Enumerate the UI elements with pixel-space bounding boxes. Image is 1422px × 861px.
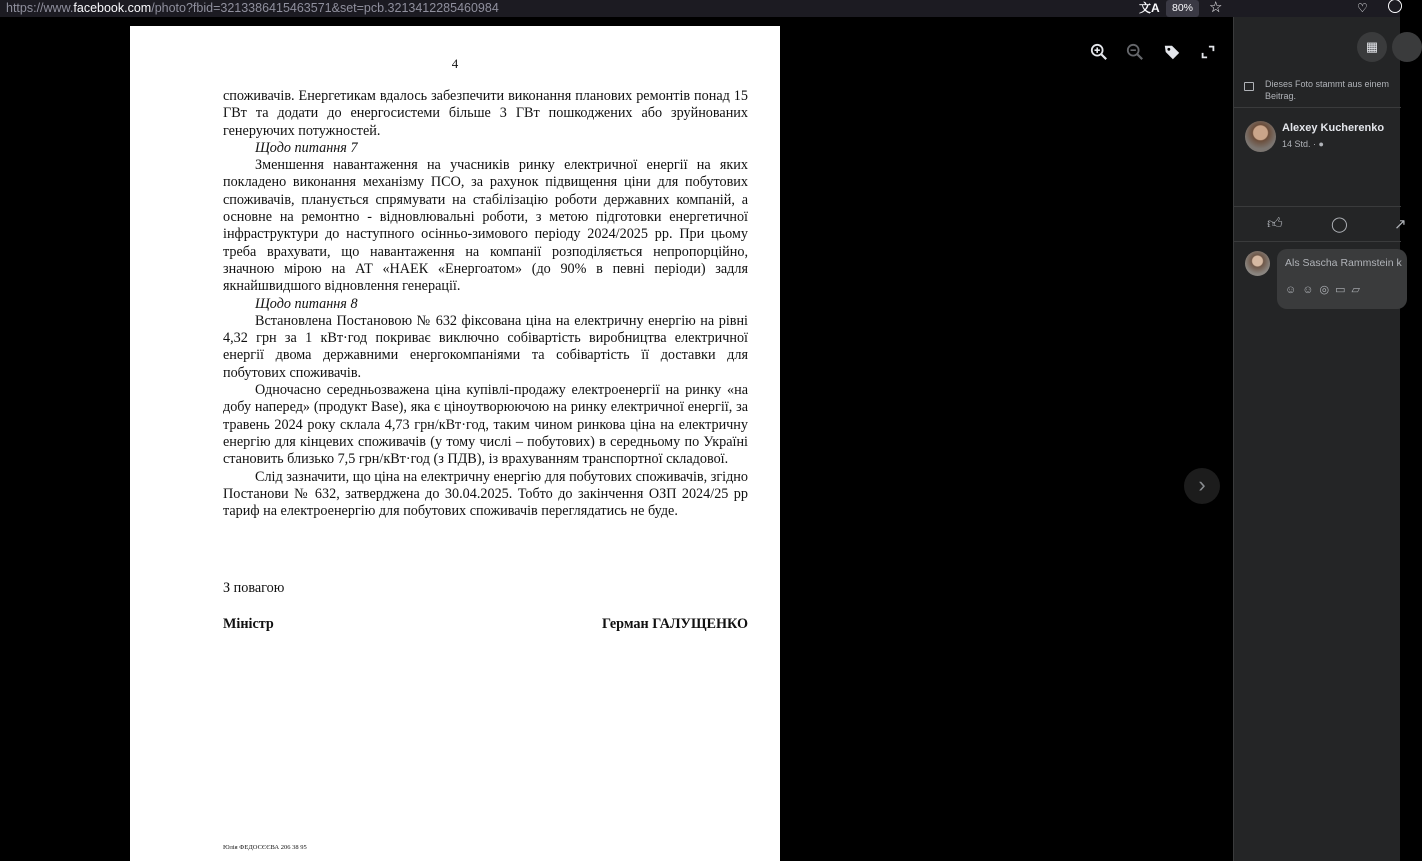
- menu-grid-icon[interactable]: ▦: [1357, 32, 1387, 62]
- comment-placeholder: Als Sascha Rammstein k: [1285, 257, 1402, 269]
- signer-name: Герман ГАЛУЩЕНКО: [601, 616, 748, 632]
- paragraph: Слід зазначити, що ціна на електричну енергію для побутових споживачів, згідно Постанови № 632, затверджена до 30.04.2025. Тобто до закінчення ОЗП 2024/25 рр тариф на електроенергію для побутових споживачів переглядатись не буде.: [223, 468, 748, 520]
- comment-tools: [1285, 283, 1366, 296]
- section-heading: Щодо питання 7: [255, 139, 358, 156]
- post-sidebar: [1233, 17, 1407, 861]
- post-time[interactable]: 14 Std. ·: [1282, 139, 1317, 149]
- author-avatar[interactable]: [1245, 121, 1276, 152]
- author-name[interactable]: Alexey Kucherenko: [1282, 122, 1385, 134]
- share-icon[interactable]: ↗: [1394, 216, 1407, 233]
- url-path: /photo?fbid=3213386415463571&set=pcb.3213412285460984: [151, 1, 499, 15]
- section-heading: Щодо питання 8: [255, 295, 358, 312]
- paragraph: Зменшення навантаження на учасників ринку електричної енергії на яких покладено виконання механізму ПСО, за рахунок підвищення ціни для побутових споживачів, планується спрямувати на стабілізацію роботи державних компаній, а основне на ремонтно - відновлювальні роботи, з метою підготовки енергетичної інфраструктури до наступного осінньо-зимового періоду 2024/2025 рр. При цьому треба врахувати, що навантаження на компанії розподіляється непропорційно, значною мірою на АТ «НАЕК «Енергоатом» (до 90% в певні періоди) задля якнайшвидшого відновлення генерації.: [223, 157, 748, 295]
- comment-icon[interactable]: ◯: [1331, 216, 1348, 233]
- document-footer: Юлія ФЕДОСЄЄВА 206 38 95: [223, 844, 307, 851]
- emoji-icon[interactable]: ☺: [1302, 284, 1320, 296]
- zoom-level-badge[interactable]: 80%: [1166, 0, 1199, 17]
- commenter-avatar: [1245, 251, 1270, 276]
- paragraph: Встановлена Постановою № 632 фіксована ціна на електричну енергію на рівні 4,32 грн за 1 кВт·год покриває виключно собівартість виробництва електричної енергії двома державними енергокомпаніями та собівартість її доставки для побутових споживачів.: [223, 312, 748, 381]
- page-number: 4: [451, 56, 459, 71]
- document-page: [130, 26, 780, 861]
- translate-icon[interactable]: 文A: [1139, 1, 1160, 15]
- fullscreen-icon[interactable]: [1198, 43, 1218, 63]
- camera-icon[interactable]: ◎: [1319, 284, 1336, 296]
- paragraph: Одночасно середньозважена ціна купівлі-продажу електроенергії на ринку «на добу наперед» (продукт Base), яка є ціноутворюючою на ринку електричної енергії, за травень 2024 року склала 4,73 грн/кВт·год, таким чином ринкова ціна на електричну енергію для кінцевих споживачів (у тому числі – побутових) в середньому по Україні становить близько 7,5 грн/кВт·год (з ПДВ), із врахуванням транспортної складової.: [223, 382, 748, 468]
- avatar-sticker-icon[interactable]: ☺: [1285, 284, 1303, 296]
- bookmark-star-icon[interactable]: ☆: [1209, 0, 1223, 16]
- photo-viewer: [0, 17, 1233, 861]
- like-icon[interactable]: 👍︎: [1267, 215, 1283, 232]
- divider: [1234, 107, 1401, 108]
- document-body: [223, 88, 748, 520]
- post-icon: [1244, 82, 1254, 91]
- post-actions: [1234, 215, 1407, 237]
- gif-icon[interactable]: ▭: [1335, 284, 1352, 296]
- divider: [1234, 206, 1401, 207]
- tag-icon[interactable]: [1162, 43, 1182, 63]
- photo-source-text: Dieses Foto stammt aus einem Beitrag.: [1265, 79, 1390, 101]
- zoom-out-icon[interactable]: [1125, 43, 1145, 63]
- account-icon[interactable]: [1388, 0, 1402, 13]
- browser-url-bar[interactable]: [0, 0, 1400, 17]
- sticker-icon[interactable]: ▱: [1351, 284, 1366, 296]
- next-photo-button[interactable]: ›: [1184, 468, 1220, 504]
- divider: [1234, 241, 1401, 242]
- pocket-icon[interactable]: ♡: [1357, 1, 1368, 15]
- messenger-button[interactable]: [1392, 32, 1422, 62]
- closing-text: З повагою: [223, 580, 285, 596]
- signer-title: Міністр: [223, 616, 274, 632]
- url-host: facebook.com: [73, 1, 152, 15]
- url-prefix: https://www.: [6, 1, 74, 15]
- globe-icon: ●: [1318, 139, 1324, 149]
- post-meta: [1282, 139, 1324, 149]
- url-text[interactable]: [6, 0, 499, 17]
- zoom-in-icon[interactable]: [1089, 43, 1109, 63]
- paragraph: споживачів. Енергетикам вдалось забезпечити виконання планових ремонтів понад 15 ГВт та додати до енергосистеми більше 3 ГВт пошкоджених або зруйнованих генеруючих потужностей.: [223, 88, 748, 139]
- comment-input[interactable]: [1277, 249, 1407, 309]
